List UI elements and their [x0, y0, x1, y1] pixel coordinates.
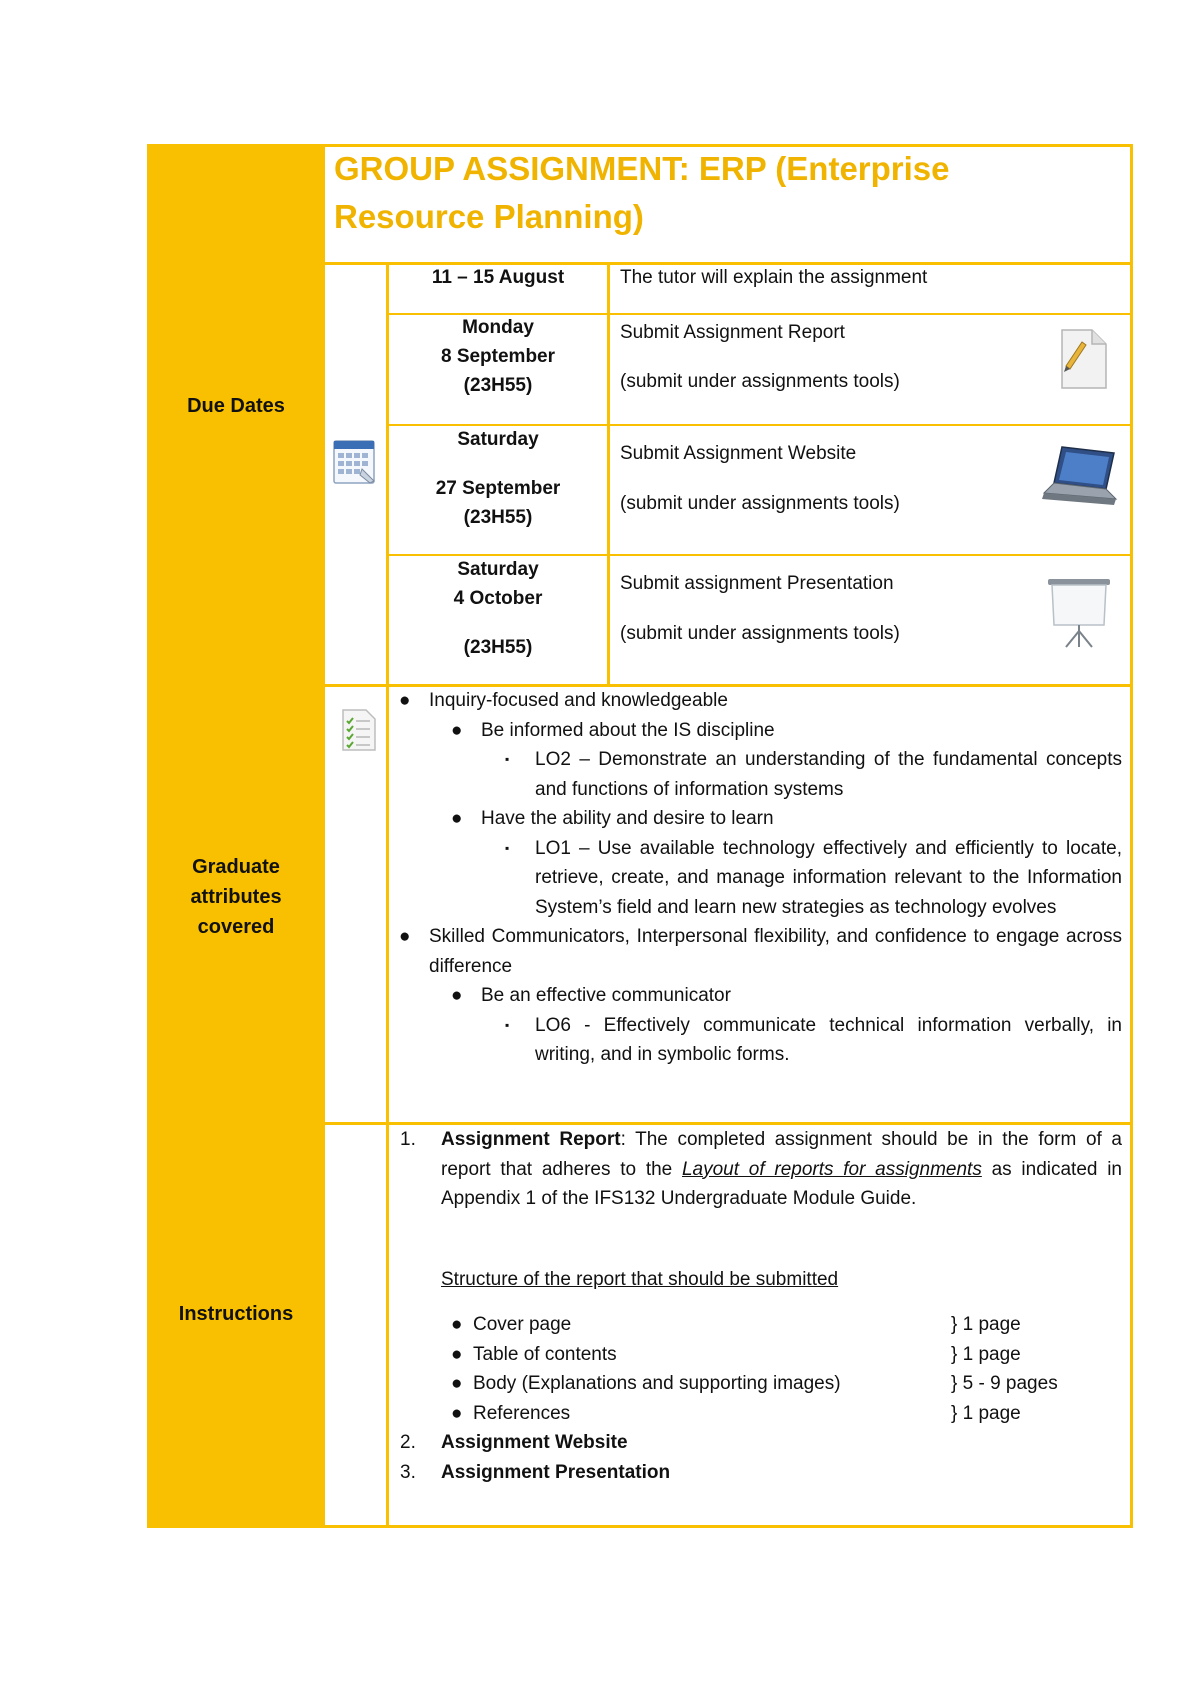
ga-sub-attribute-text: Be informed about the IS discipline: [481, 719, 775, 741]
ga-attribute-text: Inquiry-focused and knowledgeable: [429, 690, 728, 711]
instruction-item-title: Assignment Presentation: [441, 1461, 671, 1483]
date-line: 27 September: [435, 478, 561, 499]
instruction-item-title: Assignment Website: [441, 1432, 628, 1453]
calendar-icon: [332, 439, 378, 492]
date-line: (23H55): [463, 637, 533, 658]
square-bullet-icon: ▪: [505, 840, 510, 855]
structure-item: [389, 1369, 1122, 1399]
schedule-date-4: [389, 555, 607, 662]
report-layout-link[interactable]: Layout of reports for assignments: [681, 1158, 982, 1180]
graduate-attributes-label: Graduate attributes covered: [190, 856, 282, 938]
due-dates-label: Due Dates: [187, 395, 285, 417]
checklist-icon: [340, 708, 378, 757]
schedule-task-4: Submit assignment Presentation: [620, 573, 894, 594]
structure-item-pages: } 5 - 9 pages: [951, 1373, 1058, 1394]
schedule-note-4: (submit under assignments tools): [620, 623, 900, 644]
date-line: 4 October: [453, 588, 543, 609]
date-line: Monday: [462, 317, 534, 338]
schedule-task-1: The tutor will explain the assignment: [620, 267, 928, 288]
spacer: [389, 1214, 1122, 1265]
ga-outcome-text: LO2 – Demonstrate an understanding of the fundamental concepts and functions of information systems: [535, 749, 1122, 800]
bullet-icon: ●: [451, 719, 463, 741]
ga-sub-attribute-3: [389, 981, 1122, 1011]
instruction-item-2: [389, 1428, 1122, 1458]
instruction-item-text: as indicated in Appendix 1 of the IFS132 Undergraduate Module Guide.: [441, 1158, 1122, 1209]
list-number: 1.: [400, 1129, 416, 1150]
date-line: 11 – 15 August: [431, 267, 565, 288]
structure-item: [389, 1310, 1122, 1340]
ga-outcome-lo6: [389, 1011, 1122, 1070]
structure-item-pages: } 1 page: [951, 1343, 1021, 1365]
structure-item-name: Cover page: [473, 1314, 572, 1335]
date-column-divider: [607, 262, 610, 686]
table-border-bottom: [147, 1525, 1133, 1528]
schedule-date-3: [389, 425, 607, 532]
projector-screen-icon: [1044, 573, 1114, 656]
graduate-attributes-list: [389, 686, 1122, 1070]
ga-attribute-1: [389, 686, 1122, 716]
page-title: GROUP ASSIGNMENT: ERP (Enterprise Resource Planning): [334, 150, 950, 235]
bullet-icon: ●: [451, 808, 463, 829]
list-number: 3.: [400, 1461, 416, 1483]
list-number: 2.: [400, 1432, 416, 1453]
ga-outcome-text: LO6 - Effectively communicate technical information verbally, in writing, and in symbolic forms.: [535, 1014, 1122, 1065]
laptop-icon: [1040, 443, 1120, 518]
document-icon: [1052, 326, 1112, 397]
schedule-date-1: [389, 263, 607, 292]
schedule-date-2: [389, 313, 607, 400]
schedule-task-3: Submit Assignment Website: [620, 443, 857, 464]
instructions-label: Instructions: [178, 1303, 294, 1325]
structure-item-pages: } 1 page: [951, 1402, 1021, 1424]
ga-outcome-lo2: [389, 745, 1122, 804]
structure-item: [389, 1399, 1122, 1429]
bullet-icon: ●: [399, 690, 411, 711]
instructions-list: [389, 1125, 1122, 1487]
bullet-icon: ●: [399, 926, 411, 947]
schedule-task-2: Submit Assignment Report: [620, 322, 845, 343]
structure-heading: Structure of the report that should be submitted: [441, 1268, 839, 1290]
bullet-icon: ●: [451, 1343, 463, 1365]
instruction-item-text: : The completed assignment should be in the form of a report that adheres to the: [441, 1129, 1122, 1180]
structure-item-pages: } 1 page: [951, 1314, 1021, 1335]
ga-sub-attribute-2: [389, 804, 1122, 834]
ga-sub-attribute-text: Be an effective communicator: [481, 985, 731, 1006]
ga-sub-attribute-1: [389, 716, 1122, 746]
table-border-right: [1130, 144, 1133, 1528]
date-line: (23H55): [463, 507, 533, 528]
date-line: (23H55): [463, 375, 533, 396]
ga-attribute-text: Skilled Communicators, Interpersonal flexibility, and confidence to engage across difference: [429, 926, 1122, 977]
bullet-icon: ●: [451, 985, 463, 1006]
instruction-item-1: [389, 1125, 1122, 1214]
square-bullet-icon: ▪: [505, 1017, 510, 1032]
structure-item-name: Table of contents: [473, 1343, 617, 1365]
ga-attribute-2: [389, 922, 1122, 981]
schedule-note-2: (submit under assignments tools): [620, 371, 900, 392]
structure-item-name: Body (Explanations and supporting images): [473, 1373, 841, 1394]
date-spacer: [389, 454, 607, 474]
date-spacer: [389, 613, 607, 633]
date-line: Saturday: [457, 429, 539, 450]
square-bullet-icon: ▪: [505, 752, 510, 766]
instruction-item-title: Assignment Report: [441, 1129, 621, 1150]
structure-list: [389, 1310, 1122, 1428]
bullet-icon: ●: [451, 1373, 463, 1394]
ga-outcome-lo1: [389, 834, 1122, 923]
date-line: Saturday: [457, 559, 539, 580]
ga-sub-attribute-text: Have the ability and desire to learn: [481, 808, 774, 829]
date-line: 8 September: [440, 346, 556, 367]
spacer: [389, 1294, 1122, 1310]
instruction-item-3: [389, 1458, 1122, 1488]
structure-item: [389, 1340, 1122, 1370]
bullet-icon: ●: [451, 1402, 463, 1424]
ga-outcome-text: LO1 – Use available technology effectively and efficiently to locate, retrieve, create, and manage information relevant to the Information System’s field and learn new strategies as technology evolves: [535, 837, 1122, 918]
structure-item-name: References: [473, 1402, 571, 1424]
bullet-icon: ●: [451, 1314, 463, 1335]
schedule-note-3: (submit under assignments tools): [620, 493, 900, 514]
